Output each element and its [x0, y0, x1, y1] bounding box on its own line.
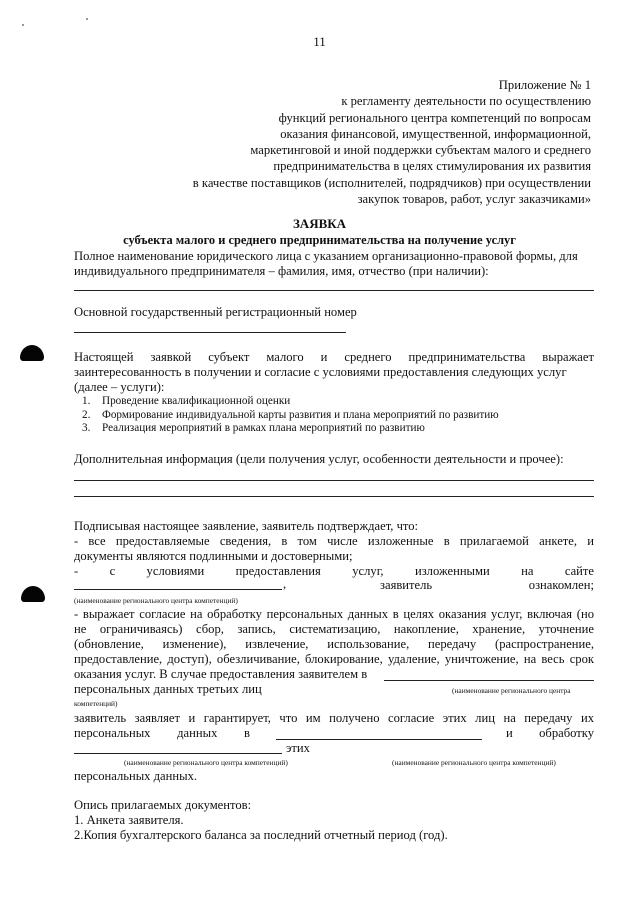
guarantee-line: и обработку — [506, 726, 594, 740]
rc-name-field[interactable] — [74, 589, 282, 590]
appendix-line: к регламенту деятельности по осуществлению — [341, 94, 591, 109]
hole-punch-mark — [20, 345, 44, 361]
appendix-line: функций регионального центра компетенций по вопросам — [278, 110, 591, 125]
appendix-line: Приложение № 1 — [498, 78, 591, 92]
field-hint: компетенций) — [74, 699, 118, 708]
form-subtitle: субъекта малого и среднего предпринимательства на получение услуг — [123, 233, 516, 247]
clause-line: предоставление, доступ), обезличивание, блокирование, удаление, уничтожение, на весь срок — [74, 652, 594, 666]
comma: , — [283, 577, 287, 591]
page-number: 11 — [313, 34, 326, 49]
list-item: 1. Проведение квалификационной оценки — [82, 395, 291, 407]
fullname-label-line: Полное наименование юридического лица с указанием организационно-правовой формы, для — [74, 249, 578, 263]
appendix-line: предпринимательства в целях стимулирования их развития — [273, 159, 591, 174]
fullname-field[interactable] — [74, 290, 594, 291]
field-hint: (наименование регионального центра компетенций) — [124, 758, 288, 767]
intro-line: (далее – услуги): — [74, 380, 165, 394]
field-hint: (наименование регионального центра компетенций) — [392, 758, 556, 767]
third-party-label: персональных данных третьих лиц — [74, 682, 262, 696]
clause-line: документы являются подлинными и достоверными; — [74, 549, 353, 563]
additional-info-field[interactable] — [74, 496, 594, 497]
scan-speck — [22, 24, 24, 26]
field-hint: (наименование регионального центра компетенций) — [74, 596, 238, 605]
ogrn-field[interactable] — [74, 332, 346, 333]
field-hint: (наименование регионального центра — [452, 686, 571, 695]
appendix-line: маркетинговой и иной поддержки субъектам малого и среднего — [250, 143, 591, 158]
rc-name-field[interactable] — [74, 753, 282, 754]
clause-line: не ограничиваясь) сбор, запись, систематизацию, накопление, хранение, уточнение — [74, 622, 594, 636]
these-word: этих — [286, 741, 310, 755]
rc-name-field[interactable] — [384, 680, 594, 681]
list-item: 2. Формирование индивидуальной карты развития и плана мероприятий по развитию — [82, 408, 499, 421]
rc-name-field[interactable] — [276, 739, 482, 740]
ogrn-label: Основной государственный регистрационный номер — [74, 305, 357, 319]
additional-info-label: Дополнительная информация (цели получения услуг, особенности деятельности и прочее): — [74, 452, 564, 466]
clause-line: - с условиями предоставления услуг, изложенными на сайте — [74, 564, 594, 578]
clause-line: - выражает согласие на обработку персональных данных в целях оказания услуг, включая (но — [74, 607, 594, 621]
intro-line: Настоящей заявкой субъект малого и среднего предпринимательства выражает — [74, 350, 594, 364]
guarantee-line: заявитель заявляет и гарантирует, что им получено согласие этих лиц на передачу их — [74, 711, 594, 725]
hole-punch-mark — [21, 586, 45, 602]
inventory-title: Опись прилагаемых документов: — [74, 798, 252, 812]
services-list — [82, 395, 499, 436]
appendix-line: оказания финансовой, имущественной, информационной, — [280, 126, 591, 141]
pd-end: персональных данных. — [74, 769, 198, 783]
clause-line: - все предоставляемые сведения, в том числе изложенные в прилагаемой анкете, и — [74, 534, 594, 548]
clause-line: заявитель ознакомлен; — [380, 578, 594, 592]
appendix-line: закупок товаров, работ, услуг заказчиками» — [357, 192, 591, 207]
appendix-line: в качестве поставщиков (исполнителей, подрядчиков) при осуществлении — [192, 175, 591, 190]
additional-info-field[interactable] — [74, 480, 594, 481]
intro-line: заинтересованность в получении и согласие с условиями предоставления следующих услуг — [74, 365, 567, 379]
fullname-label-line: индивидуального предпринимателя – фамилия, имя, отчество (при наличии): — [74, 264, 489, 278]
scan-speck — [86, 18, 88, 20]
signing-intro: Подписывая настоящее заявление, заявитель подтверждает, что: — [74, 519, 419, 533]
list-item: 3. Реализация мероприятий в рамках плана мероприятий по развитию — [82, 422, 425, 434]
clause-line: (обновление, изменение), извлечение, использование, передачу (распространение, — [74, 637, 594, 651]
clause-line: оказания услуг. В случае предоставления заявителем в — [74, 667, 368, 681]
appendix-header — [151, 77, 591, 207]
inventory-item: 2.Копия бухгалтерского баланса за последний отчетный период (год). — [74, 828, 448, 842]
form-title: ЗАЯВКА — [292, 216, 347, 231]
guarantee-line: персональных данных в — [74, 726, 250, 740]
inventory-item: 1. Анкета заявителя. — [74, 813, 184, 827]
